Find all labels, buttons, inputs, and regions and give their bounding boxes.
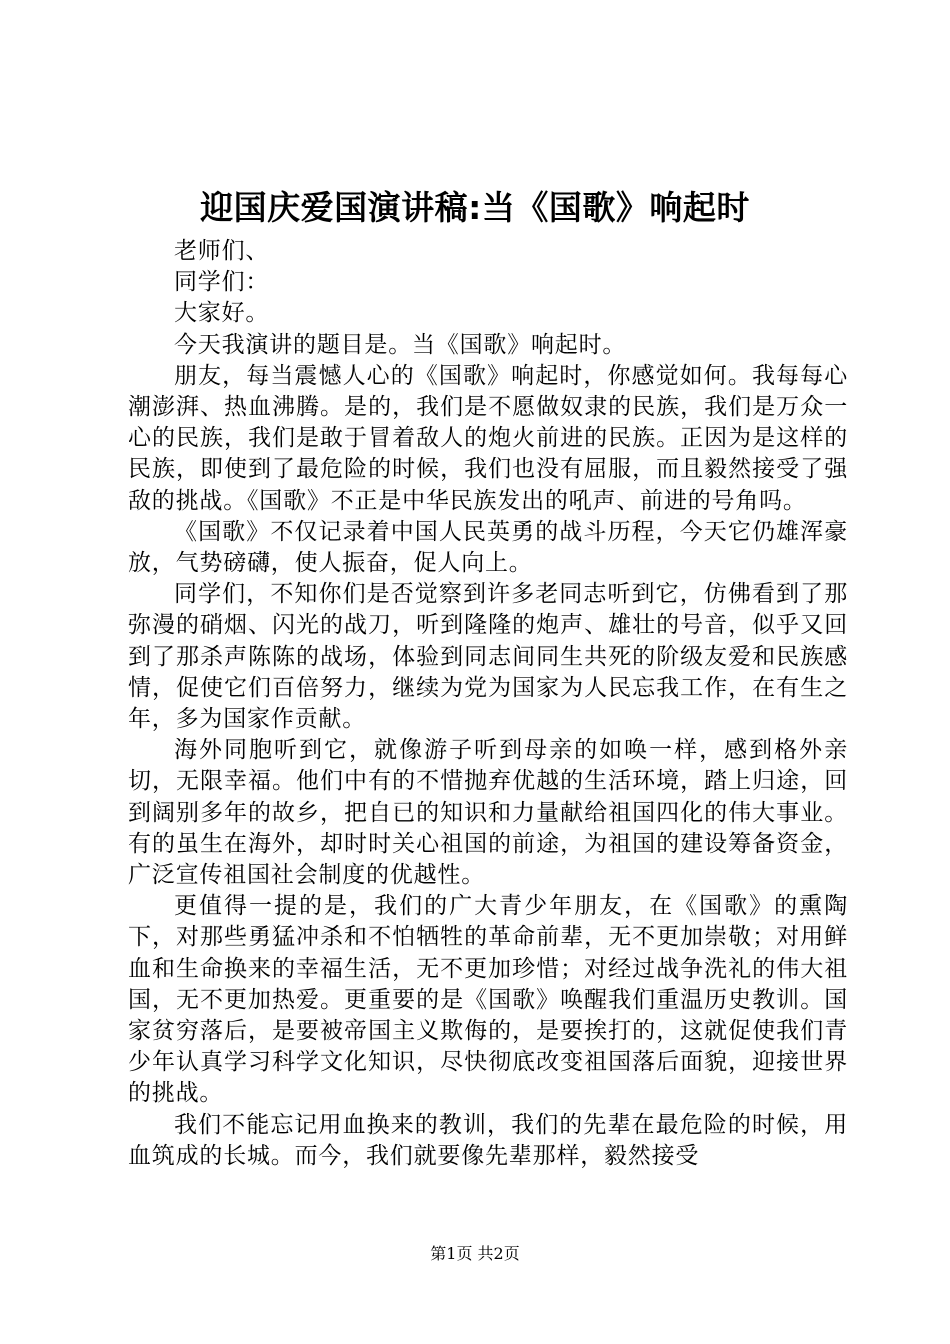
body-paragraph: 我们不能忘记用血换来的教训，我们的先辈在最危险的时候，用血筑成的长城。而今，我们就要像先辈那样，毅然接受 [128, 1111, 848, 1169]
greeting: 大家好。 [174, 300, 270, 327]
body-paragraph: 《国歌》不仅记录着中国人民英勇的战斗历程，今天它仍雄浑豪放，气势磅礴，使人振奋，促人向上。 [128, 518, 848, 577]
body-paragraph: 海外同胞听到它，就像游子听到母亲的如唤一样，感到格外亲切，无限幸福。他们中有的不惜抛弃优越的生活环境，踏上归途，回到阔别多年的故乡，把自已的知识和力量献给祖国四化的伟大事业。有的虽生在海外，却时时关心祖国的前途，为祖国的建设筹备资金，广泛宣传祖国社会制度的优越性。 [128, 737, 848, 889]
document-body [128, 236, 848, 1172]
page-number-footer: 第1页 共2页 [430, 1244, 520, 1263]
salutation-students: 同学们： [174, 269, 270, 296]
body-paragraph: 更值得一提的是，我们的广大青少年朋友，在《国歌》的熏陶下，对那些勇猛冲杀和不怕牺牲的革命前辈，无不更加崇敬；对用鲜血和生命换来的幸福生活，无不更加珍惜；对经过战争洗礼的伟大祖国，无不更加热爱。更重要的是《国歌》唤醒我们重温历史教训。国家贫穷落后，是要被帝国主义欺侮的，是要挨打的，这就促使我们青少年认真学习科学文化知识，尽快彻底改变祖国落后面貌，迎接世界的挑战。 [128, 893, 848, 1107]
topic-paragraph: 今天我演讲的题目是。当《国歌》响起时。 [174, 331, 627, 358]
body-paragraph: 同学们，不知你们是否觉察到许多老同志听到它，仿佛看到了那弥漫的硝烟、闪光的战刀，听到隆隆的炮声、雄壮的号音，似乎又回到了那杀声陈陈的战场，体验到同志间同生共死的阶级友爱和民族感情，促使它们百倍努力，继续为党为国家为人民忘我工作，在有生之年，多为国家作贡献。 [128, 581, 848, 733]
salutation-teachers: 老师们、 [174, 238, 270, 264]
body-paragraph: 朋友，每当震憾人心的《国歌》响起时，你感觉如何。我每每心潮澎湃、热血沸腾。是的，我们是不愿做奴隶的民族，我们是万众一心的民族，我们是敢于冒着敌人的炮火前进的民族。正因为是这样的民族，即使到了最危险的时候，我们也没有屈服，而且毅然接受了强敌的挑战。《国歌》不正是中华民族发出的吼声、前进的号角吗。 [128, 362, 848, 514]
document-title: 迎国庆爱国演讲稿:当《国歌》响起时 [200, 188, 750, 227]
